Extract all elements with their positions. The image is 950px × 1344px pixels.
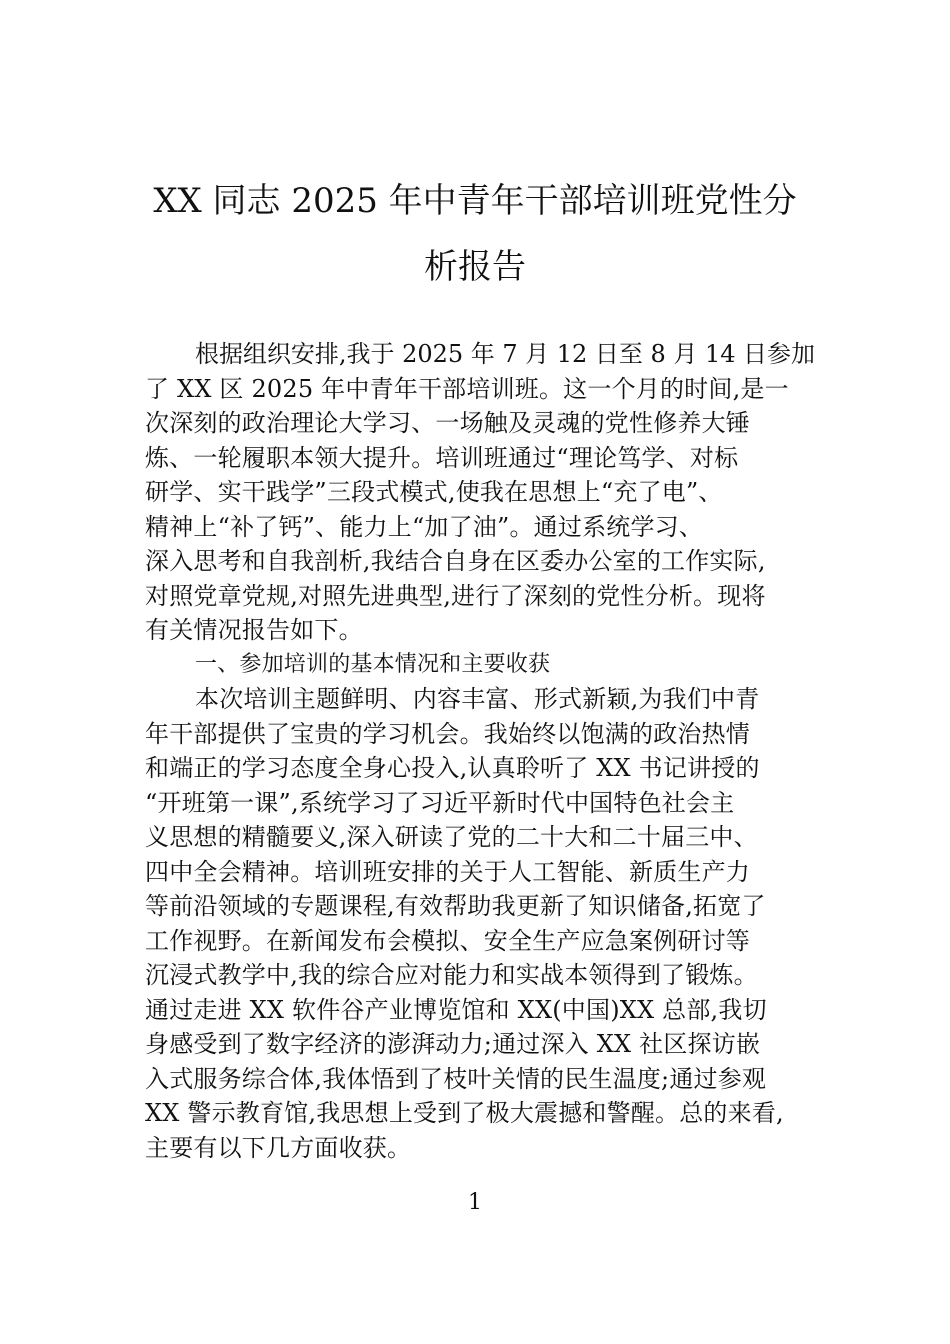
paragraph-line: 本次培训主题鲜明、内容丰富、形式新颖,为我们中青 — [195, 685, 760, 713]
paragraph-line: 精神上“补了钙”、能力上“加了油”。通过系统学习、 — [145, 512, 704, 541]
paragraph-line: 年干部提供了宝贵的学习机会。我始终以饱满的政治热情 — [145, 719, 750, 748]
paragraph-line: 身感受到了数字经济的澎湃动力;通过深入 XX 社区探访嵌 — [145, 1030, 761, 1058]
paragraph-line: 和端正的学习态度全身心投入,认真聆听了 XX 书记讲授的 — [145, 754, 760, 782]
paragraph-line: 次深刻的政治理论大学习、一场触及灵魂的党性修养大锤 — [145, 409, 750, 437]
paragraph-line: 主要有以下几方面收获。 — [145, 1133, 412, 1162]
paragraph-line: 对照党章党规,对照先进典型,进行了深刻的党性分析。现将 — [145, 581, 766, 610]
page-number: 1 — [468, 1190, 482, 1215]
paragraph-line: 等前沿领域的专题课程,有效帮助我更新了知识储备,拓宽了 — [145, 892, 766, 920]
document-title — [140, 168, 810, 300]
paragraph-line: 有关情况报告如下。 — [145, 616, 363, 644]
document-body — [145, 337, 815, 1165]
title-line: 析报告 — [424, 247, 526, 287]
paragraph-line: 炼、一轮履职本领大提升。培训班通过“理论笃学、对标 — [145, 443, 739, 472]
paragraph-line: “开班第一课”,系统学习了习近平新时代中国特色社会主 — [145, 788, 735, 817]
paragraph-line: 了 XX 区 2025 年中青年干部培训班。这一个月的时间,是一 — [145, 374, 789, 403]
paragraph-line: 四中全会精神。培训班安排的关于人工智能、新质生产力 — [145, 857, 750, 886]
paragraph-line: 入式服务综合体,我体悟到了枝叶关情的民生温度;通过参观 — [145, 1064, 767, 1093]
paragraph-line: 工作视野。在新闻发布会模拟、安全生产应急案例研讨等 — [145, 926, 750, 955]
paragraph-line: 研学、实干践学”三段式模式,使我在思想上“充了电”、 — [145, 478, 723, 506]
title-line: XX 同志 2025 年中青年干部培训班党性分 — [153, 181, 797, 221]
paragraph-line: 沉浸式教学中,我的综合应对能力和实战本领得到了锻炼。 — [145, 961, 758, 989]
section-heading: 一、参加培训的基本情况和主要收获 — [195, 651, 551, 677]
paragraph-line: 深入思考和自我剖析,我结合自身在区委办公室的工作实际, — [145, 547, 766, 575]
paragraph-line: 义思想的精髓要义,深入研读了党的二十大和二十届三中、 — [145, 823, 758, 851]
paragraph-line: 通过走进 XX 软件谷产业博览馆和 XX(中国)XX 总部,我切 — [145, 995, 767, 1024]
paragraph-line: 根据组织安排,我于 2025 年 7 月 12 日至 8 月 14 日参加 — [195, 340, 816, 368]
paragraph-line: XX 警示教育馆,我思想上受到了极大震撼和警醒。总的来看, — [145, 1099, 784, 1127]
